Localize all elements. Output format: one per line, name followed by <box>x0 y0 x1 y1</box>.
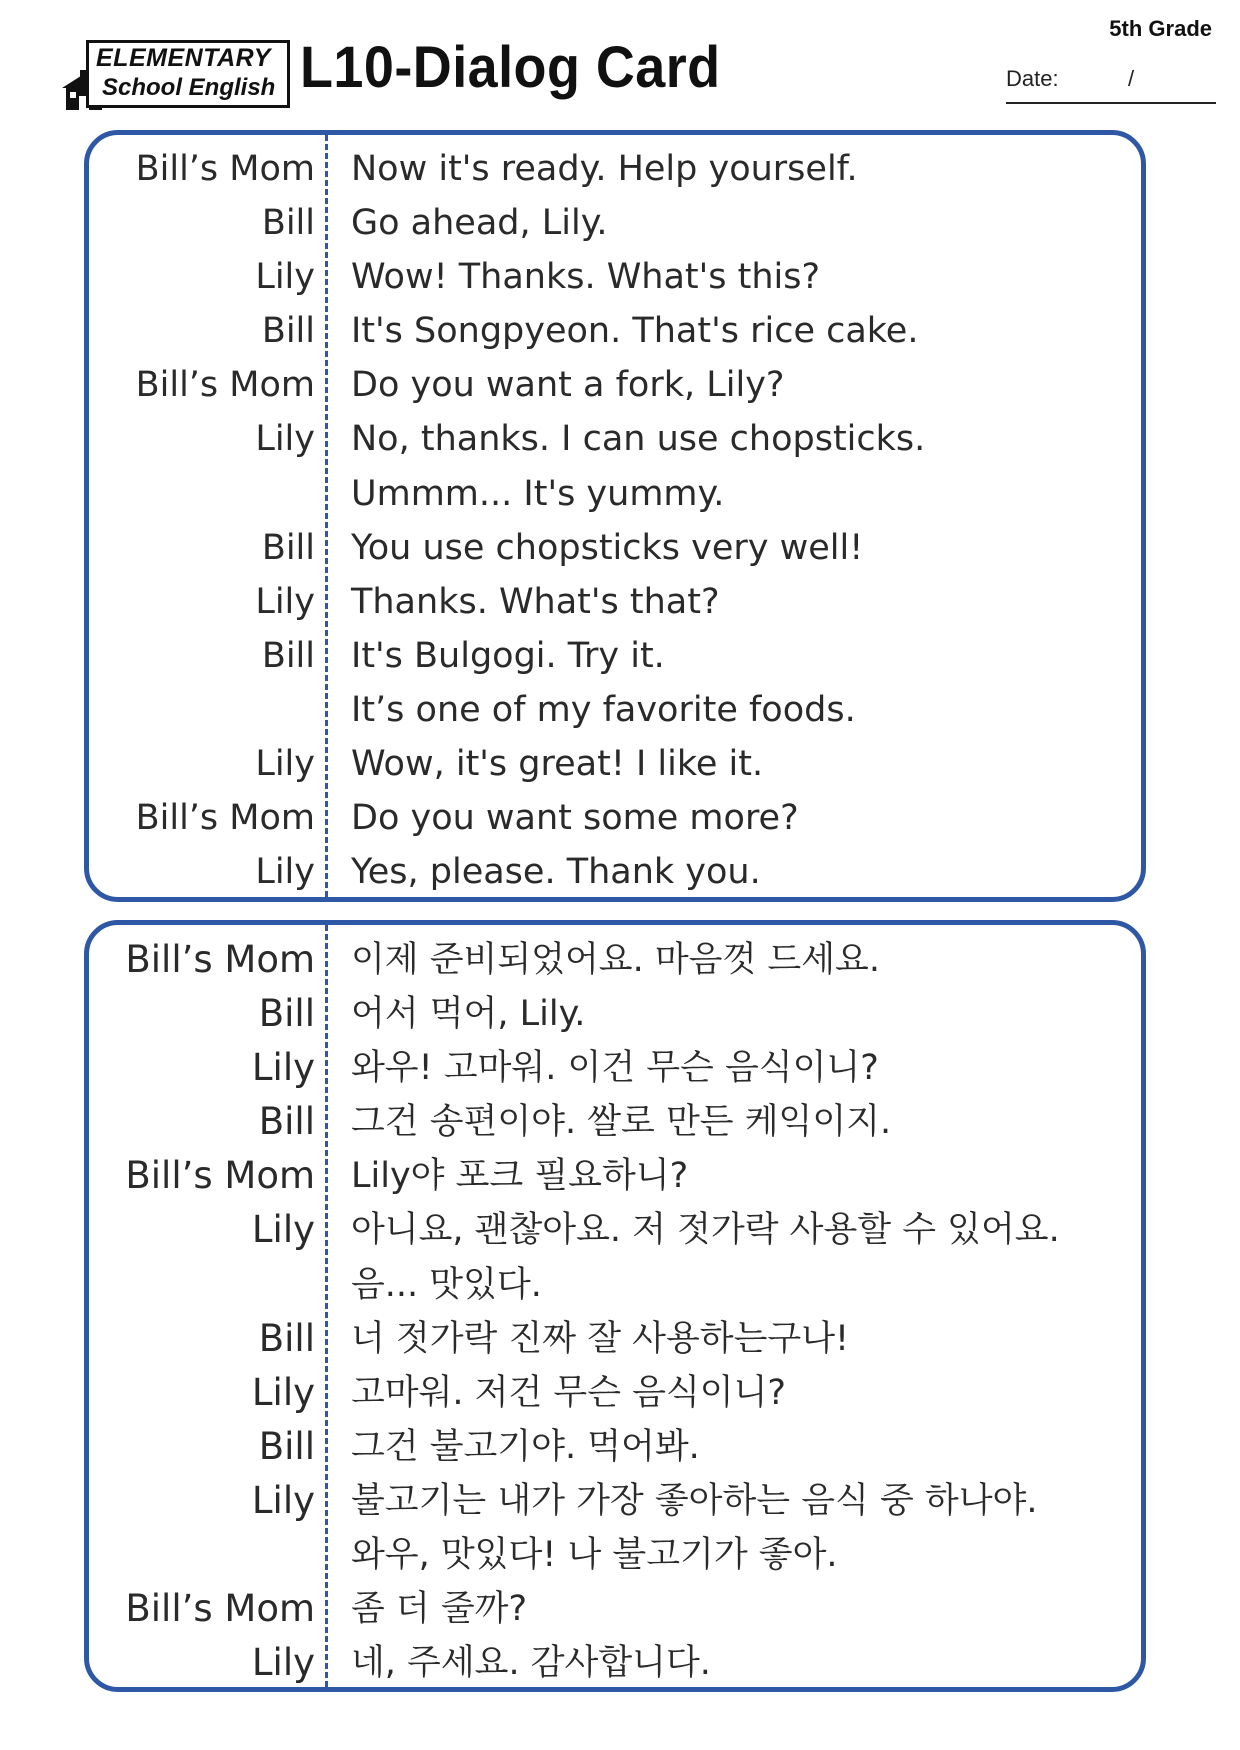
dialog-line: 와우! 고마워. 이건 무슨 음식이니? <box>351 1048 879 1089</box>
speaker-name: Bill <box>261 635 315 676</box>
date-field[interactable] <box>1006 66 1216 104</box>
dialog-line: Wow, it's great! I like it. <box>351 744 764 785</box>
dialog-line: 네, 주세요. 감사합니다. <box>351 1643 711 1684</box>
dialog-line: 와우, 맛있다! 나 불고기가 좋아. <box>351 1535 838 1576</box>
dialog-line: 좀 더 줄까? <box>351 1589 528 1630</box>
dialog-row <box>89 1372 1141 1426</box>
dialog-line: It's Bulgogi. Try it. <box>351 635 665 676</box>
dialog-line: Now it's ready. Help yourself. <box>351 149 858 189</box>
dialog-line: 너 젓가락 진짜 잘 사용하는구나! <box>351 1318 850 1359</box>
dialog-line: 아니요, 괜찮아요. 저 젓가락 사용할 수 있어요. <box>351 1210 1060 1251</box>
dialog-row <box>89 365 1141 419</box>
dialog-row <box>89 1047 1141 1101</box>
dialog-line: Ummm... It's yummy. <box>351 473 725 514</box>
dialog-line: Do you want a fork, Lily? <box>351 365 785 406</box>
speaker-name: Lily <box>255 257 315 298</box>
dialog-row <box>89 311 1141 365</box>
speaker-name: Lily <box>255 581 315 622</box>
dialog-row <box>89 939 1141 993</box>
page-title: L10-Dialog Card <box>300 35 721 100</box>
dialog-row <box>89 1101 1141 1155</box>
date-label: Date: <box>1006 66 1059 91</box>
korean-dialog-card <box>84 920 1146 1692</box>
speaker-name: Lily <box>251 1370 315 1414</box>
speaker-name: Lily <box>251 1046 315 1090</box>
speaker-name: Lily <box>251 1478 315 1522</box>
speaker-name: Bill’s Mom <box>125 1587 315 1631</box>
grade-label: 5th Grade <box>1109 16 1212 41</box>
dialog-row <box>89 690 1141 744</box>
dialog-row <box>89 149 1141 203</box>
dialog-row <box>89 1264 1141 1318</box>
speaker-name: Bill <box>258 1100 315 1144</box>
dialog-row <box>89 582 1141 636</box>
speaker-name: Lily <box>255 744 315 785</box>
speaker-name: Bill’s Mom <box>125 938 315 981</box>
dialog-row <box>89 474 1141 528</box>
dialog-row <box>89 528 1141 582</box>
speaker-name: Lily <box>255 852 315 893</box>
dialog-line: 어서 먹어, Lily. <box>351 994 586 1035</box>
speaker-name: Bill <box>258 1316 315 1360</box>
dialog-row <box>89 636 1141 690</box>
speaker-name: Lily <box>251 1641 315 1685</box>
dialog-row <box>89 993 1141 1047</box>
dialog-line: 고마워. 저건 무슨 음식이니? <box>351 1372 786 1413</box>
dialog-line: Wow! Thanks. What's this? <box>351 257 821 298</box>
school-logo <box>62 40 294 112</box>
dialog-line: 그건 송편이야. 쌀로 만든 케익이지. <box>351 1102 892 1143</box>
dialog-line: Yes, please. Thank you. <box>351 852 761 893</box>
dialog-line: 불고기는 내가 가장 좋아하는 음식 중 하나야. <box>351 1480 1038 1521</box>
dialog-line: Thanks. What's that? <box>351 581 720 622</box>
speaker-name: Bill’s Mom <box>125 1154 315 1198</box>
speaker-name: Bill’s Mom <box>135 149 315 189</box>
dialog-row <box>89 1480 1141 1534</box>
speaker-name: Bill <box>258 1424 315 1468</box>
dialog-row <box>89 257 1141 311</box>
dialog-row <box>89 744 1141 798</box>
speaker-name: Lily <box>255 419 315 460</box>
dialog-line: Lily야 포크 필요하니? <box>351 1156 689 1197</box>
logo-text-elementary: ELEMENTARY <box>96 44 271 72</box>
dialog-line: 이제 준비되었어요. 마음껏 드세요. <box>351 940 880 980</box>
dialog-line: You use chopsticks very well! <box>351 527 864 568</box>
english-dialog-card <box>84 130 1146 902</box>
speaker-name: Bill <box>261 311 315 352</box>
speaker-name: Lily <box>251 1208 315 1252</box>
dialog-row <box>89 203 1141 257</box>
dialog-row <box>89 1318 1141 1372</box>
english-dialog-rows <box>89 149 1141 906</box>
dialog-line: No, thanks. I can use chopsticks. <box>351 419 926 460</box>
speaker-name: Bill’s Mom <box>135 798 315 839</box>
speaker-name: Bill’s Mom <box>135 365 315 406</box>
dialog-line: It's Songpyeon. That's rice cake. <box>351 311 919 352</box>
dialog-line: Do you want some more? <box>351 798 799 839</box>
dialog-row <box>89 1642 1141 1696</box>
dialog-row <box>89 1209 1141 1263</box>
dialog-row <box>89 1588 1141 1642</box>
speaker-name: Bill <box>258 992 315 1036</box>
speaker-name: Bill <box>261 527 315 568</box>
dialog-row <box>89 1426 1141 1480</box>
speaker-name: Bill <box>261 203 315 244</box>
dialog-row <box>89 798 1141 852</box>
logo-text-school-english: School English <box>102 74 276 101</box>
dialog-line: It’s one of my favorite foods. <box>351 689 856 730</box>
date-separator: / <box>1128 66 1135 91</box>
dialog-row <box>89 852 1141 906</box>
dialog-row <box>89 1155 1141 1209</box>
dialog-row <box>89 1534 1141 1588</box>
dialog-line: 음... 맛있다. <box>351 1264 542 1305</box>
dialog-row <box>89 419 1141 473</box>
korean-dialog-rows <box>89 939 1141 1696</box>
dialog-line: 그건 불고기야. 먹어봐. <box>351 1426 700 1467</box>
dialog-line: Go ahead, Lily. <box>351 203 608 244</box>
